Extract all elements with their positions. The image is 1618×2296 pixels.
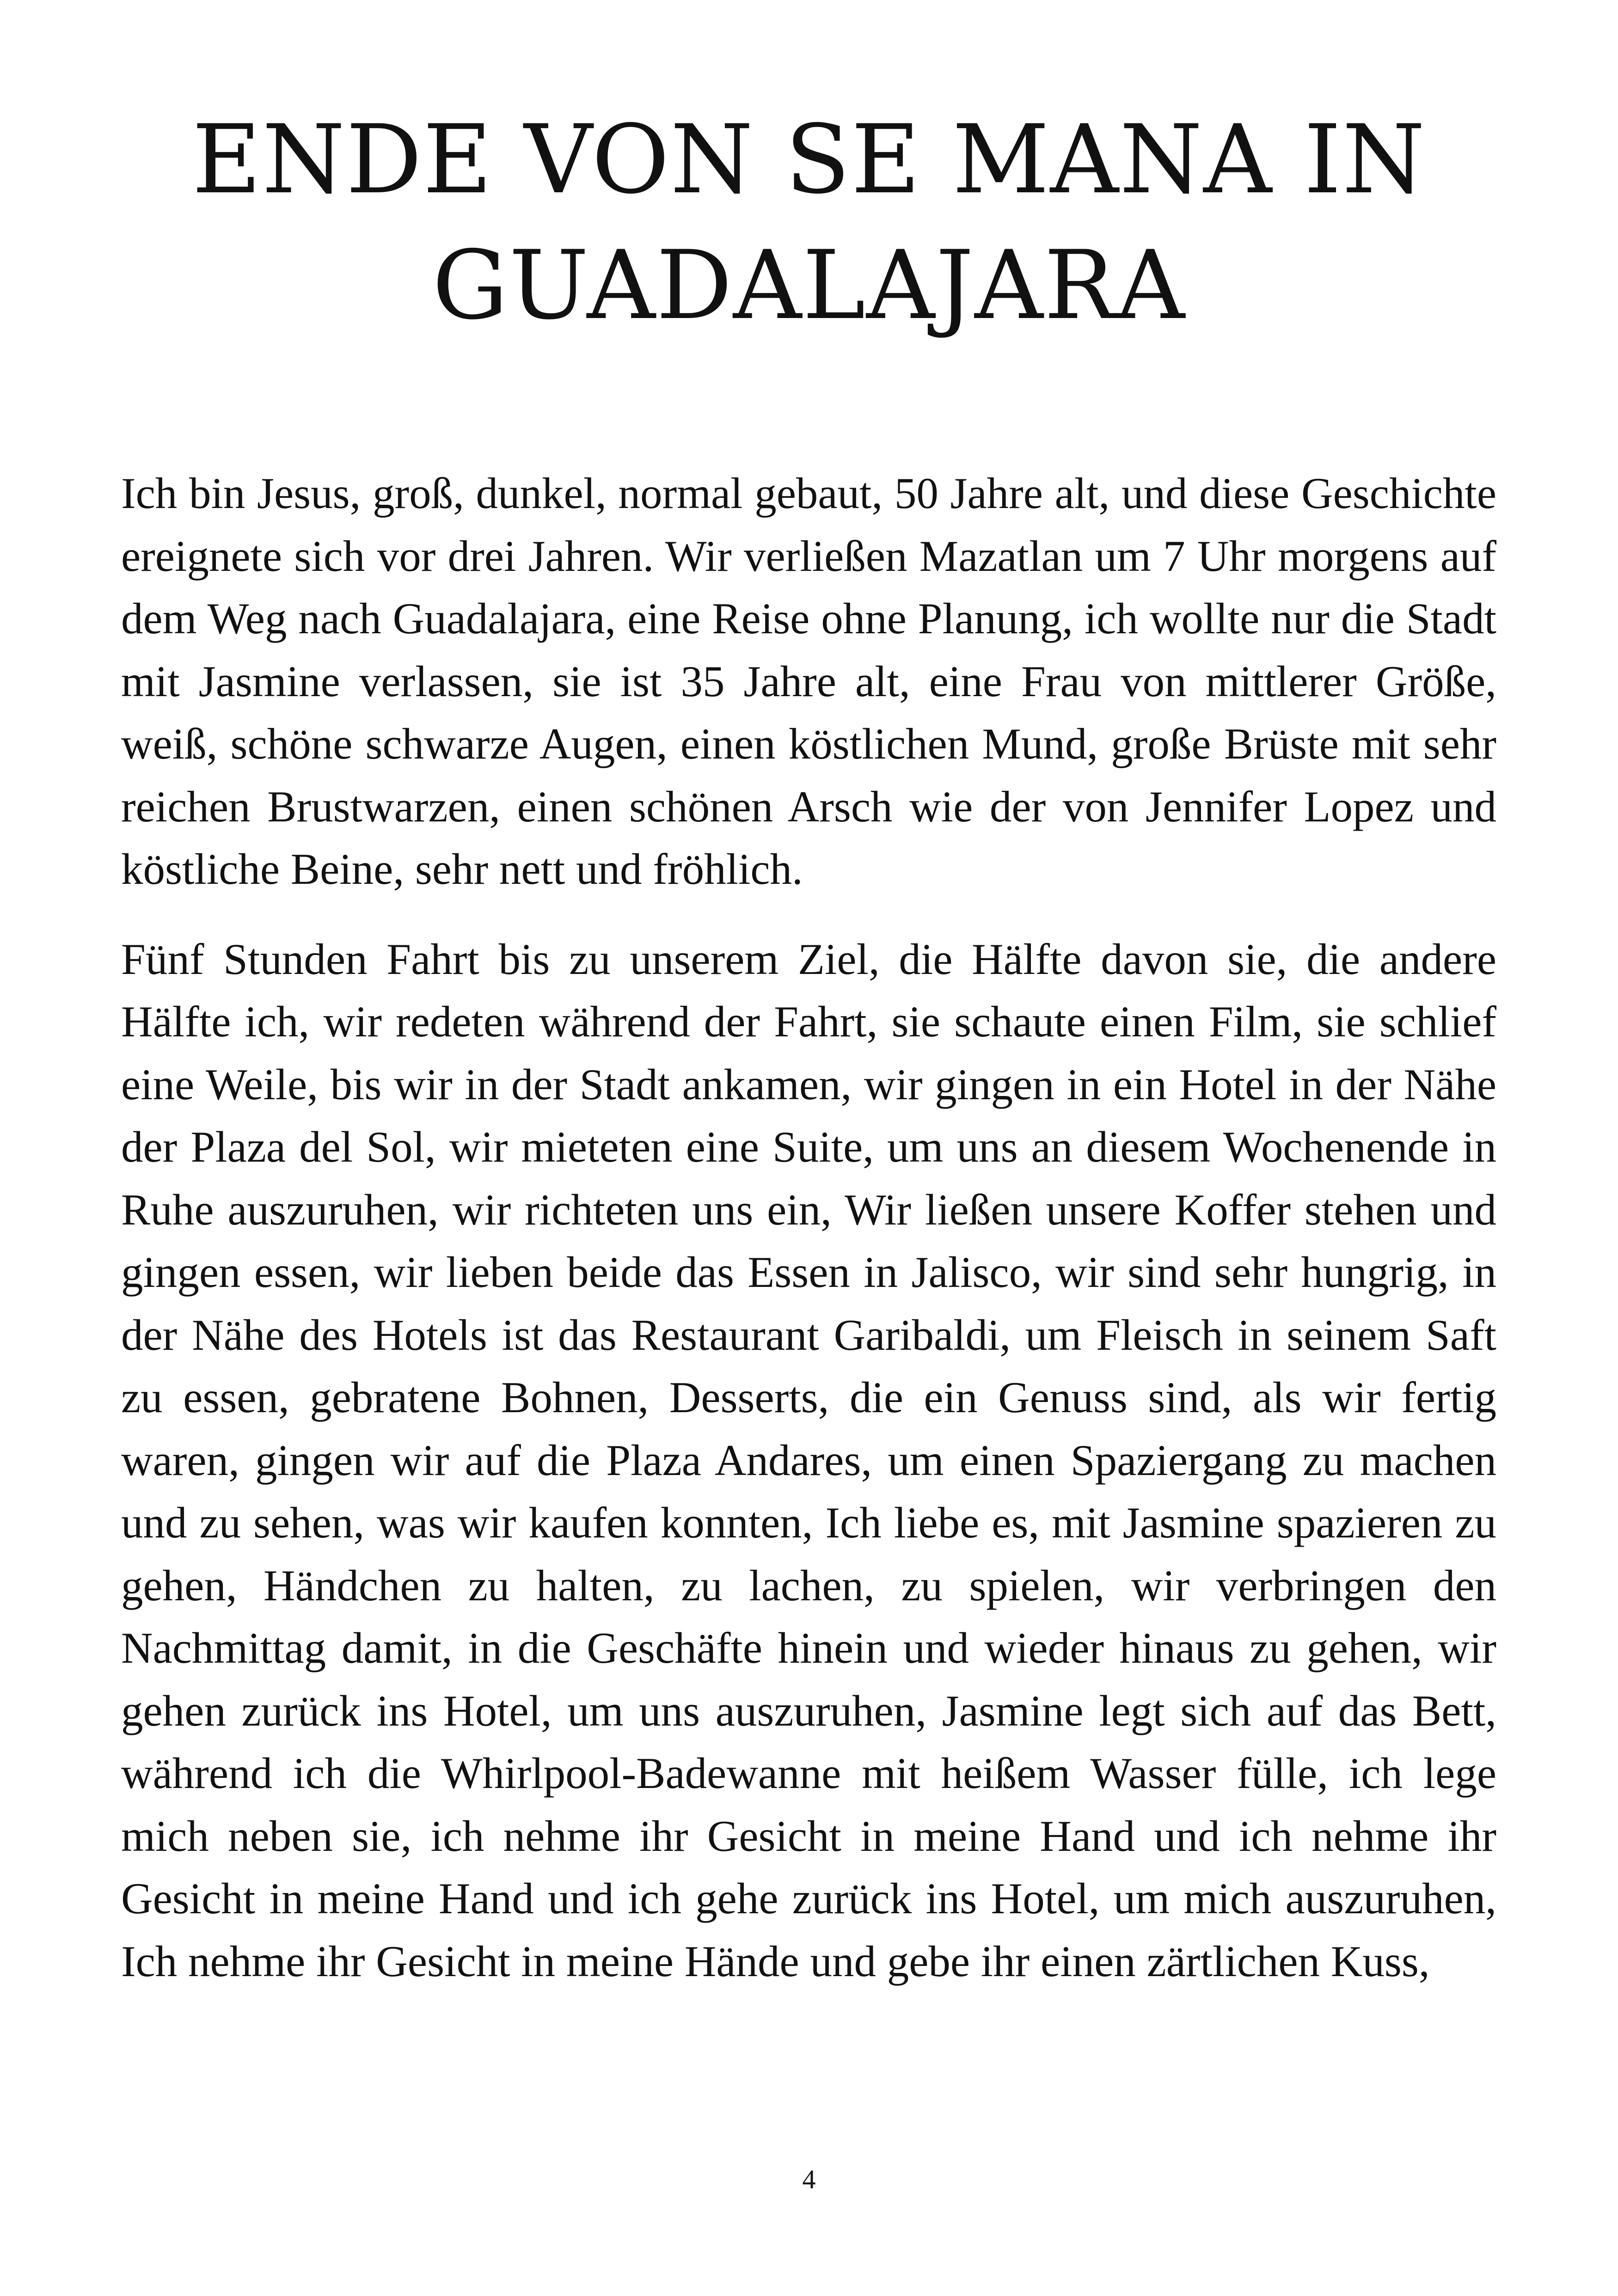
- chapter-title: [0, 97, 1618, 349]
- page-number: 4: [802, 2164, 816, 2194]
- chapter-title-line-2: GUADALAJARA: [432, 231, 1186, 341]
- chapter-title-line-1: ENDE VON SE MANA IN: [192, 105, 1426, 215]
- body-text: [121, 462, 1496, 2020]
- paragraph-1: Ich bin Jesus, groß, dunkel, normal gebaut, 50 Jahre alt, und diese Geschichte ereignete sich vor drei Jahren. Wir verließen Mazatlan um 7 Uhr morgens auf dem Weg nach Guadalajara, eine Reise ohne Planung, ich wollte nur die Stadt mit Jasmine verlassen, sie ist 35 Jahre alt, eine Frau von mittlerer Größe, weiß, schöne schwarze Augen, einen köstlichen Mund, große Brüste mit sehr reichen Brustwarzen, einen schönen Arsch wie der von Jennifer Lopez und köstliche Beine, sehr nett und fröhlich.: [121, 469, 1496, 894]
- paragraph-2: Fünf Stunden Fahrt bis zu unserem Ziel, die Hälfte davon sie, die andere Hälfte ich, wir redeten während der Fahrt, sie schaute einen Film, sie schlief eine Weile, bis wir in der Stadt ankamen, wir gingen in ein Hotel in der Nähe der Plaza del Sol, wir mieteten eine Suite, um uns an diesem Wochenende in Ruhe auszuruhen, wir richteten uns ein, Wir ließen unsere Koffer stehen und gingen essen, wir lieben beide das Essen in Jalisco, wir sind sehr hungrig, in der Nähe des Hotels ist das Restaurant Garibaldi, um Fleisch in seinem Saft zu essen, gebratene Bohnen, Desserts, die ein Genuss sind, als wir fertig waren, gingen wir auf die Plaza Andares, um einen Spaziergang zu machen und zu sehen, was wir kaufen konnten, Ich liebe es, mit Jasmine spazieren zu gehen, Händchen zu halten, zu lachen, zu spielen, wir verbringen den Nachmittag damit, in die Geschäfte hinein und wieder hinaus zu gehen, wir gehen zurück ins Hotel, um uns auszuruhen, Jasmine legt sich auf das Bett, während ich die Whirlpool-Badewanne mit heißem Wasser fülle, ich lege mich neben sie, ich nehme ihr Gesicht in meine Hand und ich nehme ihr Gesicht in meine Hand und ich gehe zurück ins Hotel, um mich auszuruhen, Ich nehme ihr Gesicht in meine Hände und gebe ihr einen zärtlichen Kuss,: [121, 934, 1496, 1986]
